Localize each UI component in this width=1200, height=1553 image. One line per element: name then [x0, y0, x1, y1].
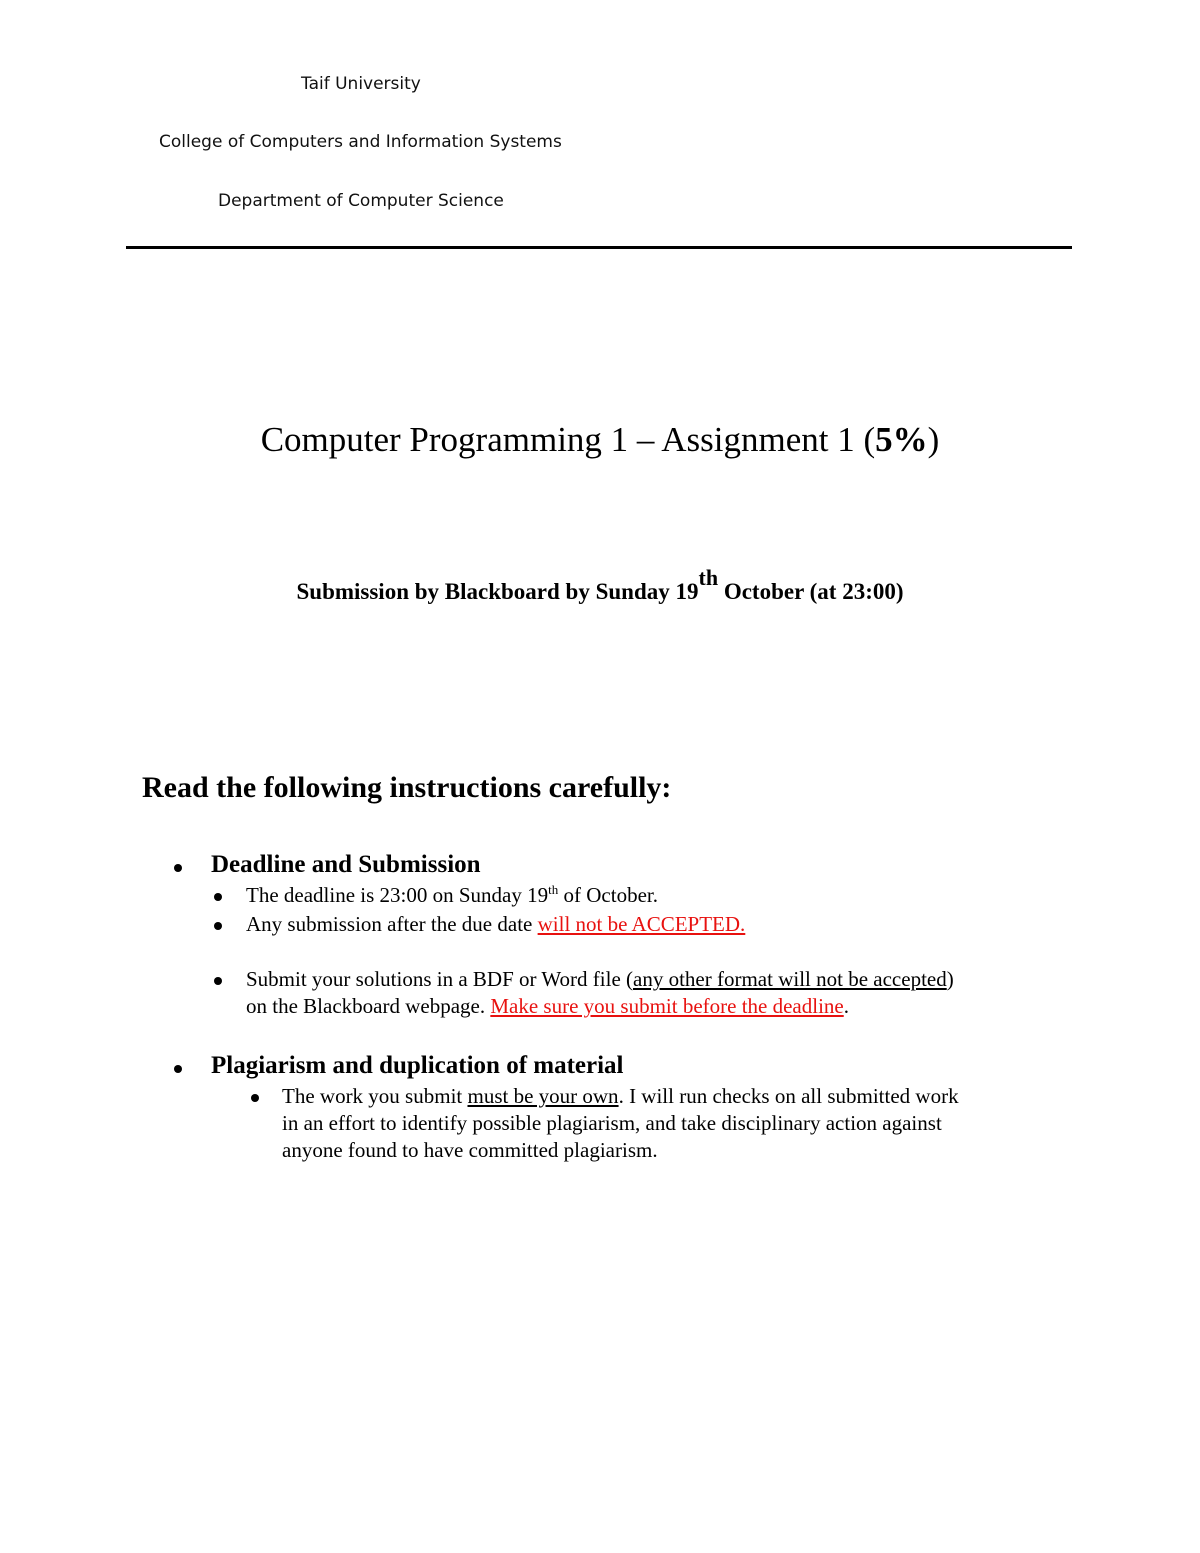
item-text: The deadline is 23:00 on Sunday 19 [246, 883, 549, 907]
department-name: Department of Computer Science [218, 191, 504, 211]
item-text: anyone found to have committed plagiarism. [282, 1138, 658, 1162]
bullet-icon [214, 893, 222, 901]
title-close: ) [927, 420, 940, 459]
item-text: of October. [558, 883, 658, 907]
title-main: Computer Programming 1 – Assignment 1 ( [260, 420, 876, 459]
item-text: in an effort to identify possible plagiarism, and take disciplinary action against [282, 1111, 942, 1135]
item-underlined: any other format will not be accepted [633, 967, 947, 991]
item-text: Submit your solutions in a BDF or Word file ( [246, 967, 634, 991]
item-emphasis: Make sure you submit before the deadline [490, 994, 844, 1018]
title-percent: 5% [875, 420, 928, 459]
header-divider [126, 246, 1072, 249]
submission-sup: th [698, 565, 719, 590]
section-title-plagiarism: Plagiarism and duplication of material [211, 1052, 624, 1079]
college-name: College of Computers and Information Systems [159, 132, 562, 152]
list-item-late-submission [246, 911, 745, 938]
item-sup: th [548, 882, 559, 897]
submission-text-a: Submission by Blackboard by Sunday 19 [296, 579, 699, 604]
item-emphasis: will not be ACCEPTED. [537, 912, 746, 936]
bullet-icon [174, 864, 182, 872]
submission-deadline [0, 565, 1200, 605]
bullet-icon [174, 1065, 182, 1073]
item-underlined: must be your own [467, 1084, 619, 1108]
item-text: ) [946, 967, 954, 991]
submission-text-b: October (at 23:00) [718, 579, 904, 604]
list-item-plagiarism [282, 1083, 959, 1164]
list-item-file-format [246, 966, 954, 1020]
item-text: . [843, 994, 849, 1018]
university-name: Taif University [301, 74, 421, 94]
section-title-deadline: Deadline and Submission [211, 851, 481, 878]
list-item-deadline [246, 882, 658, 909]
instructions-heading: Read the following instructions carefully: [142, 771, 672, 804]
bullet-icon [214, 922, 222, 930]
item-text: . I will run checks on all submitted work [618, 1084, 959, 1108]
item-text: on the Blackboard webpage. [246, 994, 491, 1018]
item-text: Any submission after the due date [246, 912, 538, 936]
bullet-icon [214, 977, 222, 985]
bullet-icon [251, 1094, 259, 1102]
assignment-title [0, 420, 1200, 460]
item-text: The work you submit [282, 1084, 468, 1108]
